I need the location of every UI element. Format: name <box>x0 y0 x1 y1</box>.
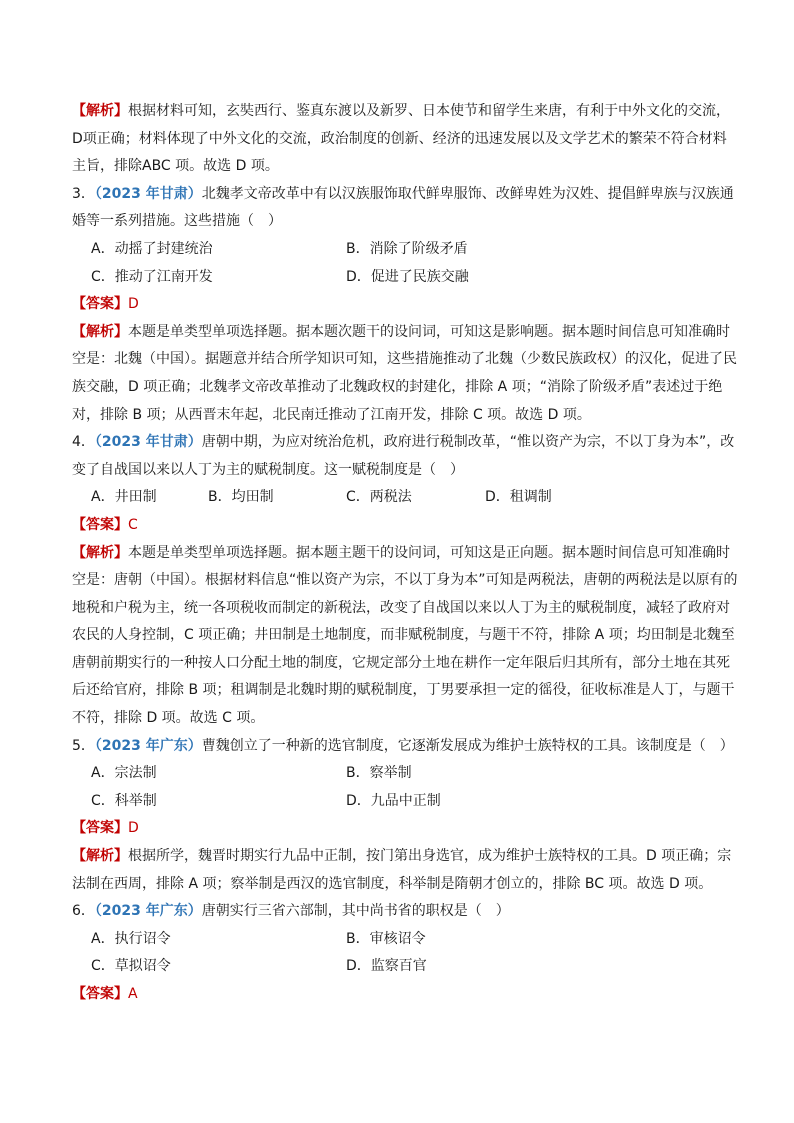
question-3-options-row-1 <box>72 236 740 264</box>
answer-tag: 【答案】 <box>72 296 128 313</box>
answer-tag: 【答案】 <box>72 820 128 837</box>
question-4-analysis <box>72 540 740 733</box>
question-4-options-row <box>72 484 740 512</box>
question-4-stem <box>72 429 740 484</box>
question-3-answer <box>72 291 740 319</box>
option-b: B．均田制 <box>208 489 274 506</box>
answer-value: C <box>128 516 138 533</box>
answer-tag: 【答案】 <box>72 516 128 533</box>
question-6-options-row-2 <box>72 953 740 981</box>
question-text: 唐朝实行三省六部制，其中尚书省的职权是（ ） <box>201 903 510 920</box>
question-6-answer <box>72 981 740 1009</box>
option-c: C．科举制 <box>91 792 157 809</box>
option-a: A．动摇了封建统治 <box>91 240 213 257</box>
question-5-analysis <box>72 843 740 898</box>
option-b: B．察举制 <box>346 765 412 782</box>
question-5-options-row-1 <box>72 760 740 788</box>
question-5-stem <box>72 733 740 761</box>
question-number: 6． <box>72 903 95 920</box>
question-6-stem <box>72 898 740 926</box>
question-source: （2023 年广东） <box>94 737 202 754</box>
question-source: （2023 年甘肃） <box>94 434 202 451</box>
question-number: 4． <box>72 434 95 451</box>
option-d: D．九品中正制 <box>346 792 441 809</box>
question-number: 5． <box>72 737 95 754</box>
answer-value: D <box>128 820 139 837</box>
question-3-analysis <box>72 319 740 429</box>
question-number: 3． <box>72 185 95 202</box>
answer-value: A <box>128 986 138 1002</box>
option-d: D．促进了民族交融 <box>346 268 469 285</box>
analysis-text: 本题是单类型单项选择题。据本题主题干的设问词，可知这是正向题。据本题时间信息可知准确时空是：唐朝（中国）。根据材料信息“惟以资产为宗，不以丁身为本”可知是两税法，唐朝的两税法是以原有的地税和户税为主，统一各项税收而制定的新税法，改变了自战国以来以人丁为主的赋税制度，减轻了政府对农民的人身控制，C 项正确；井田制是土地制度，而非赋税制度，与题干不符，排除 A 项；均田制是北魏至唐朝前期实行的一种按人口分配土地的制度，它规定部分土地在耕作一定年限后归其所有，部分土地在其死后还给官府，排除 B 项；租调制是北魏时期的赋税制度，丁男要承担一定的徭役，征收标准是人丁，与题干不符，排除 D 项。故选 C 项。 <box>72 544 738 727</box>
question-source: （2023 年甘肃） <box>94 185 202 202</box>
analysis-tag: 【解析】 <box>72 544 128 561</box>
question-3-stem <box>72 181 740 236</box>
question-6-options-row-1 <box>72 926 740 954</box>
question-5-answer <box>72 815 740 843</box>
option-a: A．宗法制 <box>91 765 157 782</box>
option-c: C．推动了江南开发 <box>91 268 213 285</box>
question-text: 曹魏创立了一种新的选官制度，它逐渐发展成为维护士族特权的工具。该制度是（ ） <box>201 737 734 754</box>
question-source: （2023 年广东） <box>94 903 202 920</box>
question-5-options-row-2 <box>72 788 740 816</box>
analysis-tag: 【解析】 <box>72 103 128 119</box>
option-b: B．审核诏令 <box>346 930 426 947</box>
analysis-tag: 【解析】 <box>72 848 128 865</box>
option-c: C．两税法 <box>346 489 412 506</box>
document-page <box>72 98 740 1009</box>
option-a: A．井田制 <box>91 489 157 506</box>
option-a: A．执行诏令 <box>91 930 171 947</box>
question-text: 北魏孝文帝改革中有以汉族服饰取代鲜卑服饰、改鲜卑姓为汉姓、提倡鲜卑族与汉族通婚等一系列措施。这些措施（ ） <box>72 185 734 230</box>
option-c: C．草拟诏令 <box>91 958 171 975</box>
option-d: D．监察百官 <box>346 958 427 975</box>
question-text: 唐朝中期，为应对统治危机，政府进行税制改革，“惟以资产为宗，不以丁身为本”，改变了自战国以来以人丁为主的赋税制度。这一赋税制度是（ ） <box>72 434 735 478</box>
analysis-paragraph <box>72 98 740 181</box>
option-b: B．消除了阶级矛盾 <box>346 240 468 257</box>
question-4-answer <box>72 512 740 540</box>
analysis-text: 本题是单类型单项选择题。据本题次题干的设问词，可知这是影响题。据本题时间信息可知准确时空是：北魏（中国）。据题意并结合所学知识可知，这些措施推动了北魏（少数民族政权）的汉化，促进了民族交融，D 项正确；北魏孝文帝改革推动了北魏政权的封建化，排除 A 项；“消除了阶级矛盾”表述过于绝对，排除 B 项；从西晋末年起，北民南迁推动了江南开发，排除 C 项。故选 D 项。 <box>72 323 737 423</box>
analysis-text: 根据材料可知，玄奘西行、鉴真东渡以及新罗、日本使节和留学生来唐，有利于中外文化的交流，D项正确；材料体现了中外文化的交流，政治制度的创新、经济的迅速发展以及文学艺术的繁荣不符合材料主旨，排除ABC 项。故选 D 项。 <box>72 103 730 175</box>
answer-value: D <box>128 296 139 313</box>
question-3-options-row-2 <box>72 264 740 292</box>
analysis-text: 根据所学，魏晋时期实行九品中正制，按门第出身选官，成为维护士族特权的工具。D 项正确；宗法制在西周，排除 A 项；察举制是西汉的选官制度，科举制是隋朝才创立的，排除 BC 项。故选 D 项。 <box>72 848 732 892</box>
option-d: D．租调制 <box>485 489 552 506</box>
answer-tag: 【答案】 <box>72 986 128 1002</box>
analysis-tag: 【解析】 <box>72 323 128 340</box>
